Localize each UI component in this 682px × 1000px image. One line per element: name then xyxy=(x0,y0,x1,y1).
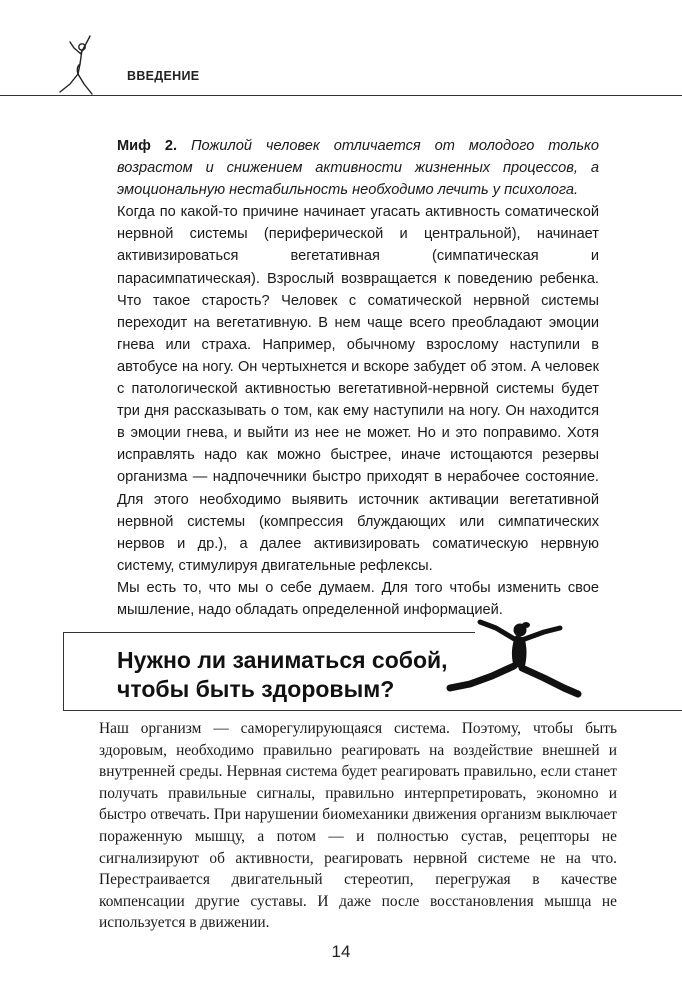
myth-text: Пожилой человек отличается от молодого только возрастом и снижением активности жизненных процессов, а эмоциональную нестабильность необходимо лечить у психолога. xyxy=(117,138,600,199)
body-text xyxy=(99,718,617,934)
dancer-line-drawing-icon xyxy=(48,34,112,96)
section-heading-line-1: Нужно ли заниматься собой, xyxy=(117,647,448,673)
section-frame-bottom xyxy=(63,710,682,711)
section-heading xyxy=(117,646,477,704)
section-frame-left xyxy=(63,632,64,710)
myth-paragraph-2: Мы есть то, что мы о себе думаем. Для того чтобы изменить свое мышление, надо обладать определенной информацией. xyxy=(117,579,599,618)
myth-statement xyxy=(117,135,599,201)
page-number: 14 xyxy=(331,942,351,961)
body-paragraph: Наш организм — саморегулирующаяся система. Поэтому, чтобы быть здоровым, необходимо правильно реагировать на воздействие внешней и внутренней среды. Нервная система будет реагировать правильно, если станет получать правильные сигналы, правильно интерпретировать, экономно и быстро отвечать. При нарушении биомеханики движения организм выключает пораженную мышцу, а потом — и полностью сустав, рецепторы не сигнализируют об активности, реагировать нервной системе не на что. Перестраивается двигательный стереотип, перегружая в качестве компенсации другие суставы. И даже после восстановления мышца не используется в движении. xyxy=(99,720,617,932)
section-frame-top xyxy=(63,632,475,633)
myth-paragraph-1: Когда по какой-то причине начинает угасать активность соматической нервной системы (периферической и центральной), начинает активизироваться вегетативная (симпатическая и парасимпатическая). Взрослый возвращается к поведению ребенка. Что такое старость? Человек с соматической нервной системы переходит на вегетативную. В нем чаще всего преобладают эмоции гнева или страха. Например, обычному взрослому наступили в автобусе на ногу. Он чертыхнется и вскоре забудет об этом. А человек с патологической активностью вегетативной-нервной системы будет три дня рассказывать о том, как ему наступили на ногу. Он находится в эмоции гнева, и выйти из нее не может. Но и это поправимо. Хотя исправлять надо как можно быстрее, иначе истощаются резервы организма — надпочечники быстро приходят в нерабочее состояние. Для этого необходимо выявить источник активации вегетативной нервной системы (компрессия блуждающих или симпатических нервов и др.), а далее активизировать соматическую нервную систему, стимулируя двигательные рефлексы. xyxy=(117,204,599,574)
myth-label: Миф 2. xyxy=(117,138,178,154)
running-header-title: ВВЕДЕНИЕ xyxy=(127,69,200,83)
leaping-dancer-silhouette-icon xyxy=(440,608,582,704)
myth-box xyxy=(117,135,599,621)
section-heading-line-2: чтобы быть здоровым? xyxy=(117,676,395,702)
